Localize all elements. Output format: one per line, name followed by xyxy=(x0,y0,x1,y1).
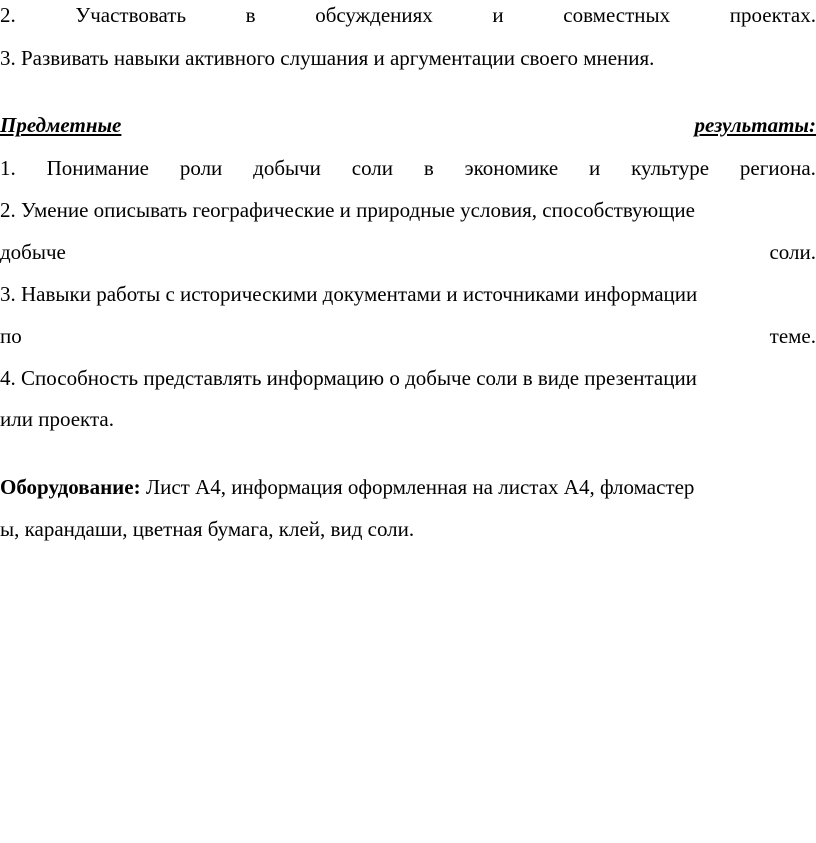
result-item-2-line-1: 2. Умение описывать географические и природные условия, способствующие xyxy=(0,198,695,222)
result-1-word: региона. xyxy=(739,156,816,180)
result-item-4-line-1: 4. Способность представлять информацию о добыче соли в виде презентации xyxy=(0,366,697,390)
result-item-1 xyxy=(0,153,816,183)
result-2-word: соли. xyxy=(769,240,816,264)
result-3-word: теме. xyxy=(769,324,816,348)
result-1-word: роли xyxy=(179,156,223,180)
goal-2-word: проектах. xyxy=(729,3,816,27)
heading-word: результаты: xyxy=(694,113,816,137)
result-1-word: и xyxy=(589,156,601,180)
heading-word: Предметные xyxy=(0,113,122,137)
equipment-line-1 xyxy=(0,472,816,502)
result-item-2-line-2 xyxy=(0,237,816,267)
result-2-word: добыче xyxy=(0,240,66,264)
equipment-label: Оборудование: xyxy=(0,475,141,499)
result-1-word: 1. xyxy=(0,156,16,180)
goal-2-word: и xyxy=(492,3,504,27)
result-1-word: соли xyxy=(351,156,394,180)
subject-results-heading xyxy=(0,110,816,140)
result-1-word: экономике xyxy=(464,156,559,180)
goal-item-3: 3. Развивать навыки активного слушания и аргументации своего мнения. xyxy=(0,46,655,70)
result-item-3-line-2 xyxy=(0,321,816,351)
result-item-3-line-1: 3. Навыки работы с историческими документами и источниками информации xyxy=(0,282,698,306)
result-1-word: в xyxy=(423,156,434,180)
goal-2-word: 2. xyxy=(0,3,16,27)
goal-2-word: совместных xyxy=(563,3,671,27)
goal-2-word: в xyxy=(245,3,256,27)
result-1-word: Понимание xyxy=(46,156,149,180)
result-1-word: культуре xyxy=(631,156,710,180)
goal-2-word: Участвовать xyxy=(75,3,187,27)
result-3-word: по xyxy=(0,324,22,348)
goal-item-2 xyxy=(0,0,816,30)
goal-2-word: обсуждениях xyxy=(315,3,433,27)
result-1-word: добычи xyxy=(253,156,321,180)
result-item-4-line-2: или проекта. xyxy=(0,407,114,431)
equipment-text: Лист А4, информация оформленная на листах А4, фломастер xyxy=(140,475,695,499)
equipment-line-2: ы, карандаши, цветная бумага, клей, вид соли. xyxy=(0,517,415,541)
